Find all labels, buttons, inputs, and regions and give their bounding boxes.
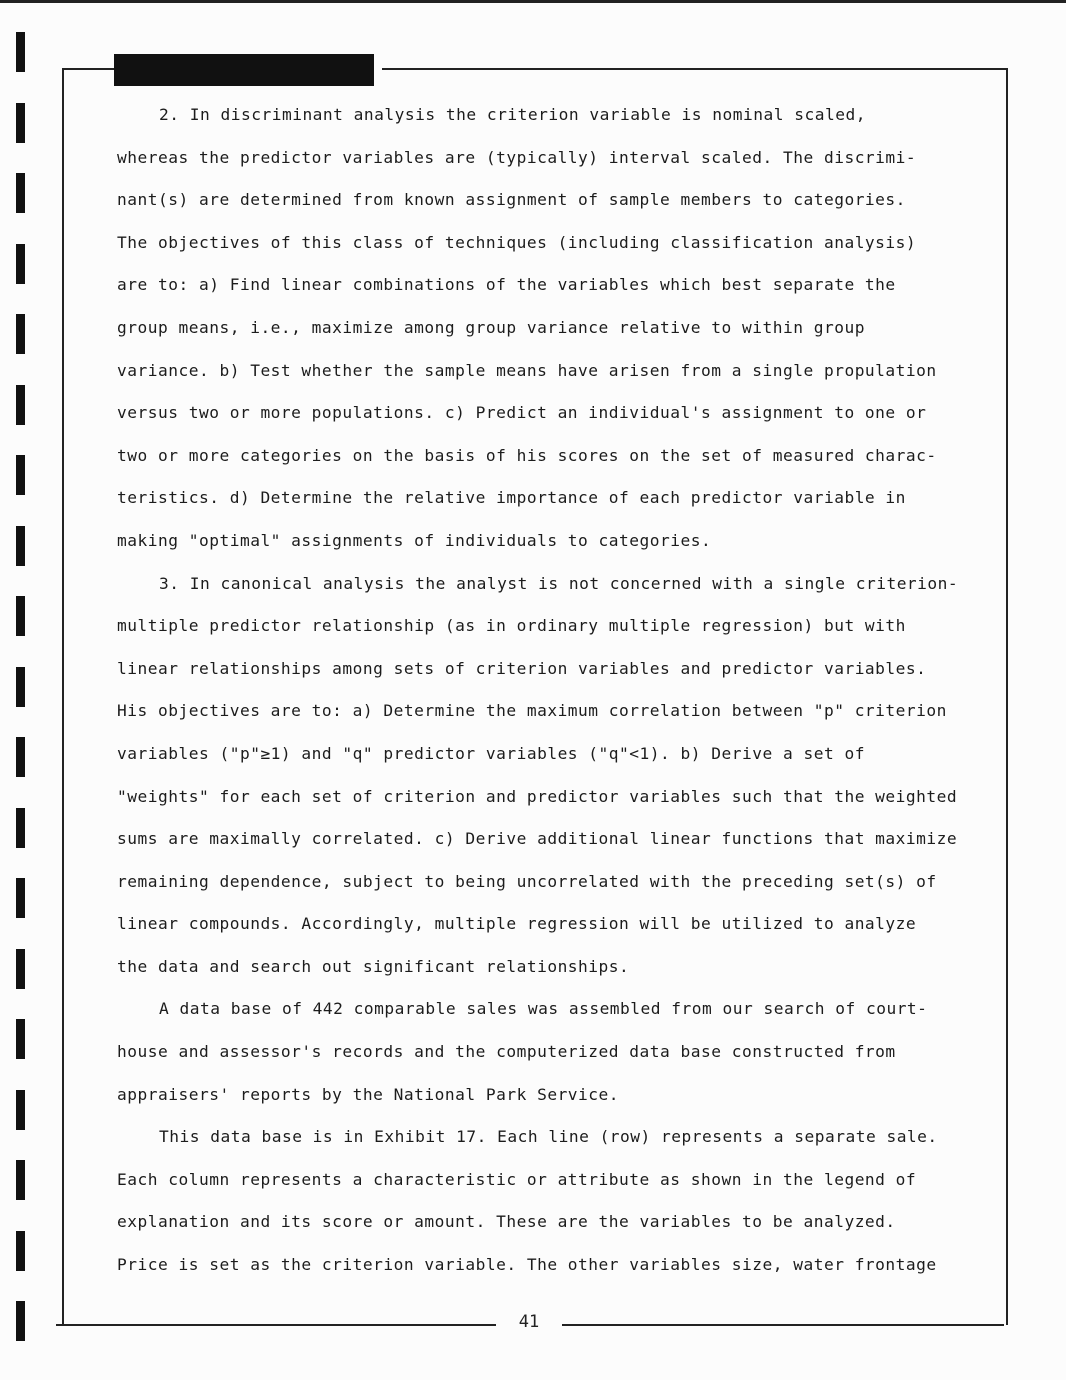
binding-mark	[16, 314, 25, 354]
text-line: whereas the predictor variables are (typically) interval scaled. The discrimi-	[117, 147, 917, 167]
text-line: making "optimal" assignments of individuals to categories.	[117, 530, 712, 550]
redaction-block	[114, 54, 374, 86]
binding-mark	[16, 808, 25, 848]
text-line: Price is set as the criterion variable. The other variables size, water frontage	[117, 1255, 937, 1275]
text-line: explanation and its score or amount. These are the variables to be analyzed.	[117, 1212, 896, 1232]
text-line: versus two or more populations. c) Predict an individual's assignment to one or	[117, 403, 927, 423]
text-line: "weights" for each set of criterion and predictor variables such that the weighted	[117, 786, 958, 806]
text-line: Each column represents a characteristic or attribute as shown in the legend of	[117, 1169, 917, 1189]
text-line: The objectives of this class of techniques (including classification analysis)	[117, 232, 917, 252]
text-line: sums are maximally correlated. c) Derive additional linear functions that maximize	[117, 829, 958, 849]
frame-bottom-left-rule	[56, 1324, 496, 1326]
binding-mark	[16, 1301, 25, 1341]
top-rule	[0, 0, 1066, 3]
text-line: remaining dependence, subject to being uncorrelated with the preceding set(s) of	[117, 871, 937, 891]
text-line: This data base is in Exhibit 17. Each line (row) represents a separate sale.	[159, 1127, 938, 1147]
binding-mark	[16, 667, 25, 707]
text-line: multiple predictor relationship (as in ordinary multiple regression) but with	[117, 616, 906, 636]
text-line: variables ("p"≥1) and "q" predictor variables ("q"<1). b) Derive a set of	[117, 743, 865, 763]
text-line: the data and search out significant relationships.	[117, 956, 630, 976]
frame-top-right-rule	[382, 68, 1006, 70]
binding-mark	[16, 244, 25, 284]
text-line: teristics. d) Determine the relative importance of each predictor variable in	[117, 488, 906, 508]
binding-mark	[16, 455, 25, 495]
binding-mark	[16, 878, 25, 918]
binding-mark	[16, 103, 25, 143]
text-line: 2. In discriminant analysis the criterion variable is nominal scaled,	[159, 105, 866, 124]
text-line: group means, i.e., maximize among group variance relative to within group	[117, 317, 865, 337]
text-line: linear relationships among sets of criterion variables and predictor variables.	[117, 658, 927, 678]
text-line: A data base of 442 comparable sales was assembled from our search of court-	[159, 999, 928, 1019]
text-line: variance. b) Test whether the sample means have arisen from a single propulation	[117, 360, 937, 380]
binding-mark	[16, 949, 25, 989]
binding-mark	[16, 32, 25, 72]
text-line: His objectives are to: a) Determine the maximum correlation between "p" criterion	[117, 701, 947, 721]
binding-mark	[16, 1019, 25, 1059]
text-line: appraisers' reports by the National Park Service.	[117, 1084, 620, 1104]
binding-mark	[16, 1231, 25, 1271]
page-number: 41	[518, 1312, 540, 1332]
frame-top-left-rule	[62, 68, 114, 70]
binding-mark	[16, 526, 25, 566]
text-line: linear compounds. Accordingly, multiple regression will be utilized to analyze	[117, 914, 917, 934]
binding-mark	[16, 737, 25, 777]
binding-mark	[16, 1090, 25, 1130]
binding-mark	[16, 596, 25, 636]
binding-mark	[16, 385, 25, 425]
text-line: two or more categories on the basis of his scores on the set of measured charac-	[117, 445, 937, 465]
binding-mark	[16, 173, 25, 213]
binding-mark	[16, 1160, 25, 1200]
body-text	[117, 94, 997, 1287]
text-line: nant(s) are determined from known assignment of sample members to categories.	[117, 190, 906, 210]
text-line: house and assessor's records and the computerized data base constructed from	[117, 1042, 896, 1062]
text-line: 3. In canonical analysis the analyst is not concerned with a single criterion-	[159, 573, 959, 593]
text-line: are to: a) Find linear combinations of the variables which best separate the	[117, 275, 896, 295]
frame-bottom-right-rule	[562, 1324, 1004, 1326]
